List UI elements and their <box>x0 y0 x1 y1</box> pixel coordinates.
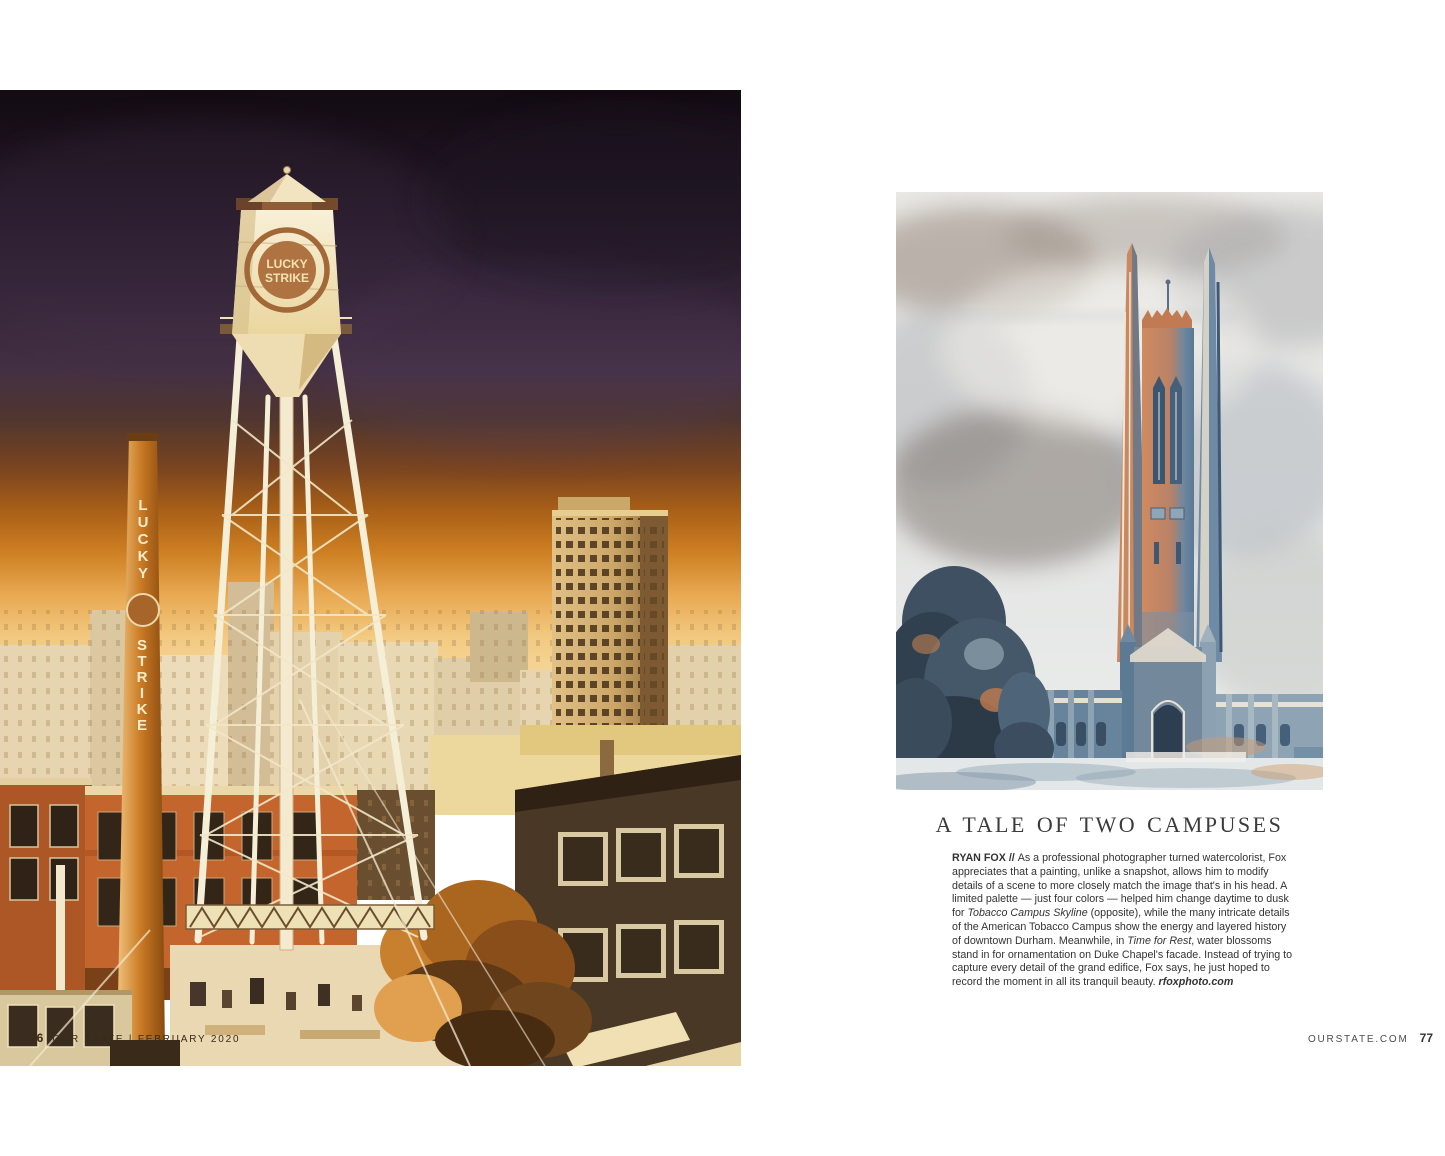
body-segment: // <box>1005 852 1018 864</box>
article-title: A TALE OF TWO CAMPUSES <box>935 812 1284 837</box>
right-folio-text: OURSTATE.COM <box>1307 1034 1409 1045</box>
body-segment: As a professional photographer turned watercolorist, Fox appreciates that a painting, unlike a snapshot, allows him to modify details of a scene to more closely match the image that's in his head. A limited palette — just four colors — helped him change daytime to dusk for <box>952 852 1289 920</box>
left-page-number: 76 <box>30 1031 44 1045</box>
body-segment: , water blossoms stand in for ornamentation on Duke Chapel's facade. Instead of trying to capture every detail of the grand edifice, Fox says, he just hoped to record the moment in all its tranquil beauty. <box>952 934 1293 989</box>
left-folio <box>30 1031 240 1045</box>
tank-logo-line2: STRIKE <box>264 271 310 285</box>
stack-word-lucky: L U C K Y <box>137 497 149 582</box>
body-segment: rfoxphoto.com <box>1158 976 1234 989</box>
duke-chapel-painting <box>896 192 1323 790</box>
duke-chapel-art <box>896 192 1323 790</box>
tank-logo-line1: LUCKY <box>266 257 308 271</box>
standpipe <box>280 390 293 950</box>
stack-logo-circle <box>127 594 159 626</box>
right-page-number: 77 <box>1419 1031 1433 1045</box>
left-folio-text: OUR STATE | FEBRUARY 2020 <box>52 1034 241 1045</box>
bell-tower <box>1142 280 1194 663</box>
stack-word-strike: S T R I K E <box>136 637 148 734</box>
tobacco-campus-skyline-painting <box>0 90 741 1066</box>
body-segment: (opposite), while the many intricate details of the American Tobacco Campus show the energy and layered history of downtown Durham. Meanwhile, in <box>952 907 1290 947</box>
right-folio <box>1308 1031 1433 1045</box>
lucky-strike-tank-logo <box>247 230 327 310</box>
tobacco-campus-skyline-art <box>0 90 741 1066</box>
body-segment: RYAN FOX <box>952 852 1006 864</box>
body-segment: Time for Rest <box>1127 934 1192 947</box>
body-segment: Tobacco Campus Skyline <box>967 907 1088 920</box>
article-body <box>952 852 1294 990</box>
